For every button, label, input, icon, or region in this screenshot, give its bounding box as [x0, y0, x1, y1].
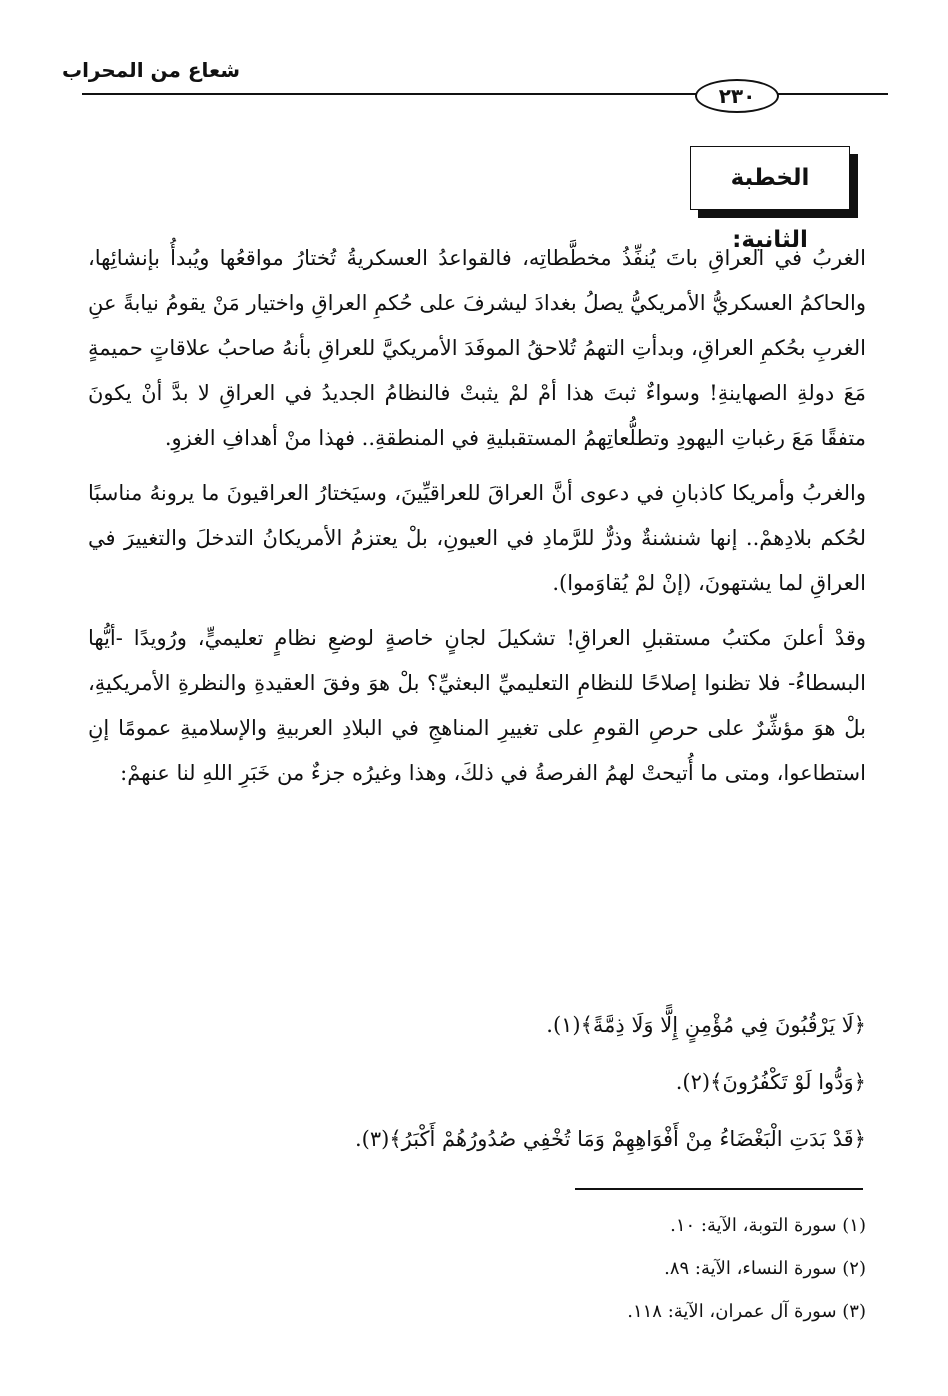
- verse-1: ﴿لَا يَرْقُبُونَ فِي مُؤْمِنٍ إِلًّا وَلَا ذِمَّةً﴾(١).: [546, 1013, 866, 1037]
- footnotes: [450, 1204, 866, 1333]
- verse-2: ﴿وَدُّوا لَوْ تَكْفُرُونَ﴾(٢).: [675, 1070, 866, 1094]
- footnote-1: (١) سورة التوبة، الآية: ١٠.: [670, 1215, 866, 1236]
- paragraph-2: والغربُ وأمريكا كاذبانِ في دعوى أنَّ العراقَ للعراقيِّينَ، وسيَختارُ العراقيونَ ما يرونهُ مناسبًا لحُكم بلادِهمْ.. إنها شنشنةٌ وذرٌّ للرَّمادِ في العيونِ، بلْ يعتزمُ الأمريكانُ التدخلَ والتغييرَ في العراقِ لما يشتهونَ، (إنْ لمْ يُقاوَموا).: [88, 481, 866, 595]
- running-header-title: شعاع من المحراب: [61, 58, 240, 82]
- paragraph-1: الغربُ في العراقِ باتَ يُنفِّذُ مخطَّطاتِه، فالقواعدُ العسكريةُ تُختارُ مواقعُها ويُبدأُ بإنشائِها، والحاكمُ العسكريُّ الأمريكيُّ يصلُ بغدادَ ليشرفَ على حُكمِ العراقِ واختيار مَنْ يقومُ نيابةً عنِ الغربِ بحُكمِ العراقِ، وبدأتِ التهمُ تُلاحقُ الموفَدَ الأمريكيَّ للعراقِ بأنهُ صاحبُ علاقاتٍ حميمةٍ مَعَ دولةِ الصهاينةِ! وسواءٌ ثبتَ هذا أمْ لمْ يثبتْ فالنظامُ الجديدُ في العراقِ لا بدَّ أنْ يكونَ متفقًا مَعَ رغباتِ اليهودِ وتطلُّعاتِهمُ المستقبليةِ في المنطقةِ.. فهذا منْ أهدافِ الغزوِ.: [88, 246, 866, 450]
- paragraph-3: وقدْ أعلنَ مكتبُ مستقبلِ العراقِ! تشكيلَ لجانٍ خاصةٍ لوضعِ نظامٍ تعليميٍّ، ورُويدًا -أيُّها البسطاءُ- فلا تظنوا إصلاحًا للنظامِ التعليميِّ البعثيِّ؟ بلْ هوَ وفقَ العقيدةِ والنظرةِ الأمريكيةِ، بلْ هوَ مؤشِّرٌ على حرصِ القومِ على تغييرِ المناهجِ في البلادِ العربيةِ والإسلاميةِ عمومًا إنِ استطاعوا، ومتى ما أُتيحتْ لهمُ الفرصةُ في ذلكَ، وهذا وغيرُه جزءٌ من خَبَرِ اللهِ لنا عنهمْ:: [88, 626, 866, 785]
- body-text: [88, 236, 866, 806]
- verse-3: ﴿قَدْ بَدَتِ الْبَغْضَاءُ مِنْ أَفْوَاهِهِمْ وَمَا تُخْفِي صُدُورُهُمْ أَكْبَرُ﴾(٣).: [354, 1127, 866, 1151]
- footnote-2: (٢) سورة النساء، الآية: ٨٩.: [664, 1258, 866, 1279]
- section-title-box: [690, 146, 850, 253]
- page-number: ٢٣٠: [695, 79, 779, 113]
- footnote-3: (٣) سورة آل عمران، الآية: ١١٨.: [627, 1301, 866, 1322]
- footnote-rule: [575, 1188, 863, 1190]
- section-title: الخطبة الثانية:: [730, 165, 810, 253]
